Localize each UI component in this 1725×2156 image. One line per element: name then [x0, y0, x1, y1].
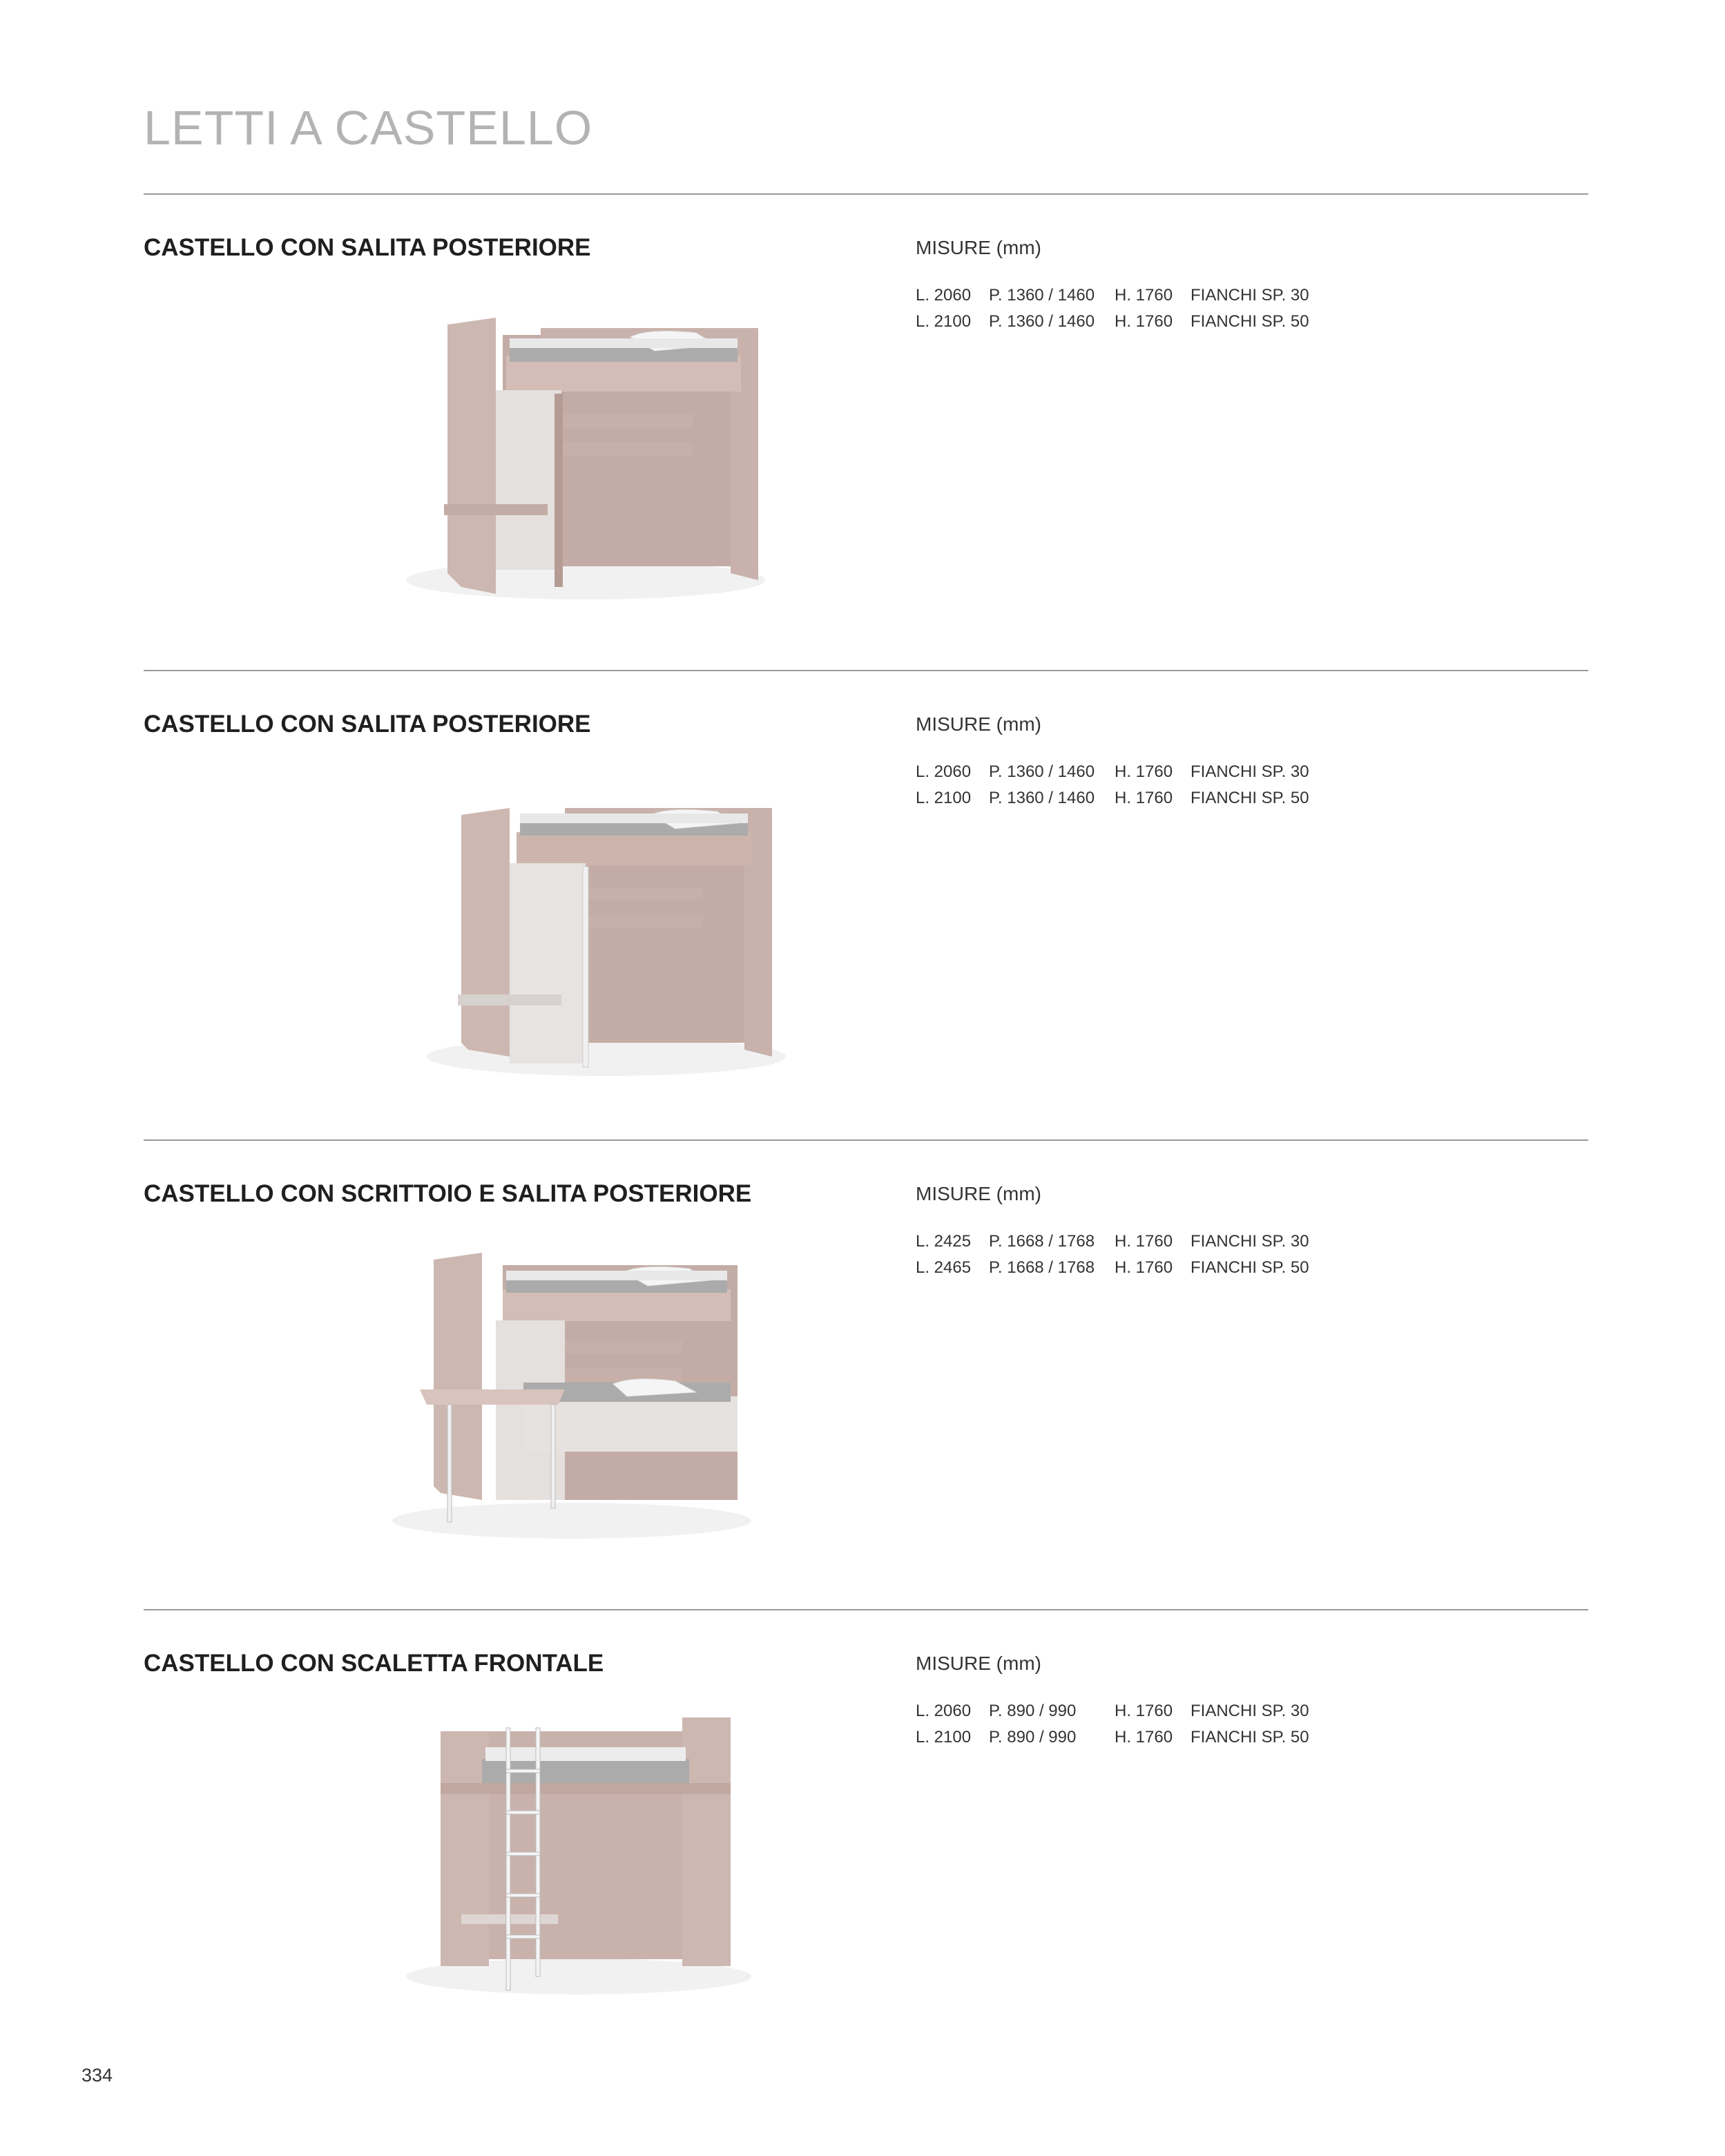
depth-value: P. 890 / 990: [989, 1702, 1077, 1720]
height-value: H. 1760: [1115, 762, 1173, 781]
misure-label: MISURE (mm): [916, 1653, 1041, 1674]
product-title: CASTELLO CON SALITA POSTERIORE: [144, 711, 591, 738]
length-value: L. 2060: [916, 762, 972, 781]
height-value: H. 1760: [1115, 1702, 1173, 1720]
side-thickness-value: FIANCHI SP. 50: [1191, 1258, 1309, 1277]
height-value: H. 1760: [1115, 1258, 1173, 1277]
page-number: 334: [81, 2065, 113, 2086]
depth-value: P. 1360 / 1460: [989, 789, 1095, 807]
side-thickness-value: FIANCHI SP. 30: [1191, 286, 1309, 305]
height-value: H. 1760: [1115, 1728, 1173, 1746]
side-thickness-value: FIANCHI SP. 30: [1191, 1702, 1309, 1720]
length-value: L. 2100: [916, 789, 972, 807]
bunk-bed-desk-image: [351, 1224, 793, 1548]
depth-value: P. 890 / 990: [989, 1728, 1077, 1746]
length-value: L. 2425: [916, 1232, 972, 1251]
height-value: H. 1760: [1115, 286, 1173, 305]
length-value: L. 2100: [916, 312, 972, 331]
bunk-bed-rear-access-image: [365, 290, 807, 608]
bunk-bed-rear-access-image: [378, 767, 820, 1084]
height-value: H. 1760: [1115, 1232, 1173, 1251]
length-value: L. 2060: [916, 1702, 972, 1720]
divider: [144, 1609, 1588, 1610]
side-thickness-value: FIANCHI SP. 50: [1191, 1728, 1309, 1746]
depth-value: P. 1360 / 1460: [989, 762, 1095, 781]
misure-label: MISURE (mm): [916, 237, 1041, 258]
divider: [144, 193, 1588, 195]
product-title: CASTELLO CON SCRITTOIO E SALITA POSTERIORE: [144, 1180, 752, 1207]
product-title: CASTELLO CON SALITA POSTERIORE: [144, 234, 591, 261]
length-value: L. 2100: [916, 1728, 972, 1746]
page-title: LETTI A CASTELLO: [144, 101, 593, 155]
height-value: H. 1760: [1115, 789, 1173, 807]
bunk-bed-front-ladder-image: [358, 1693, 800, 2004]
length-value: L. 2465: [916, 1258, 972, 1277]
divider: [144, 1139, 1588, 1141]
divider: [144, 670, 1588, 671]
side-thickness-value: FIANCHI SP. 30: [1191, 762, 1309, 781]
length-value: L. 2060: [916, 286, 972, 305]
misure-label: MISURE (mm): [916, 713, 1041, 735]
depth-value: P. 1360 / 1460: [989, 286, 1095, 305]
misure-label: MISURE (mm): [916, 1183, 1041, 1204]
side-thickness-value: FIANCHI SP. 30: [1191, 1232, 1309, 1251]
side-thickness-value: FIANCHI SP. 50: [1191, 789, 1309, 807]
product-title: CASTELLO CON SCALETTA FRONTALE: [144, 1650, 604, 1677]
side-thickness-value: FIANCHI SP. 50: [1191, 312, 1309, 331]
depth-value: P. 1668 / 1768: [989, 1232, 1095, 1251]
depth-value: P. 1360 / 1460: [989, 312, 1095, 331]
depth-value: P. 1668 / 1768: [989, 1258, 1095, 1277]
height-value: H. 1760: [1115, 312, 1173, 331]
